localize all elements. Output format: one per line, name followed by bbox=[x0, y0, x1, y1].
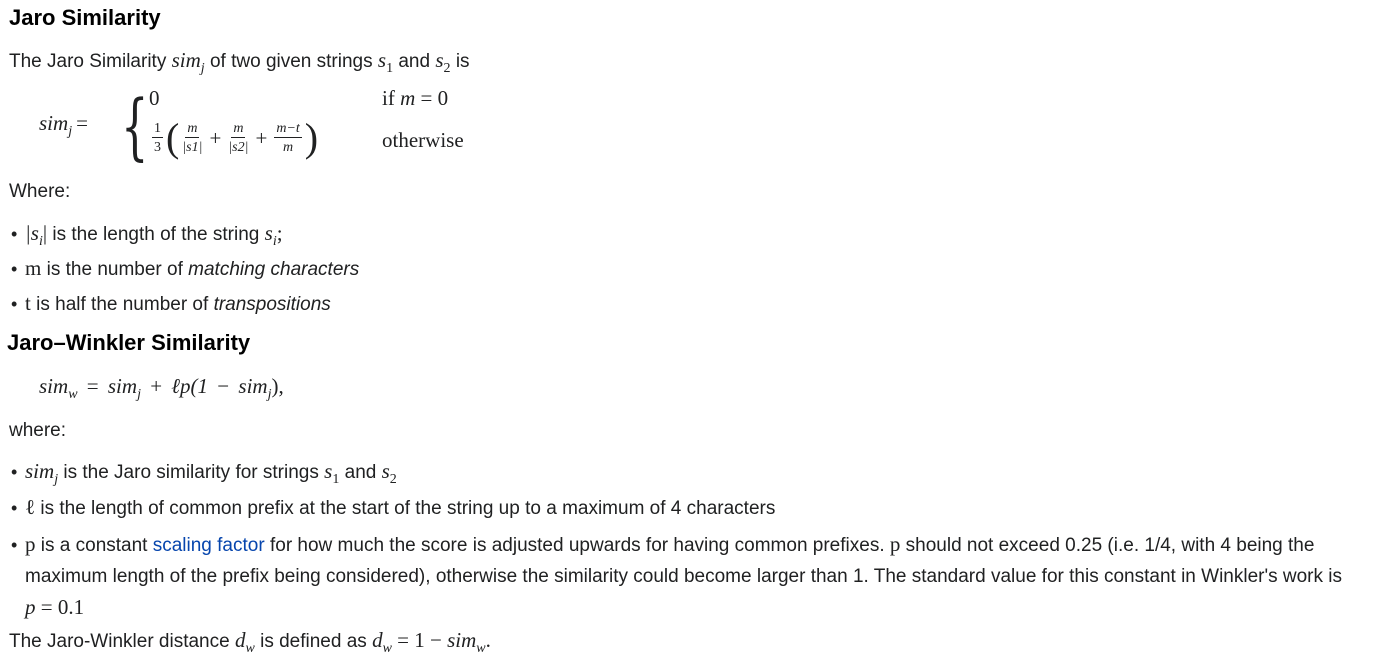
bullet-icon: • bbox=[11, 259, 18, 279]
jaro-formula bbox=[39, 86, 519, 174]
list-item: • sim$_j$ is the Jaro similarity for strings $s_1$ and $s_2$ bbox=[11, 459, 397, 487]
jaro-definitions-list bbox=[9, 221, 359, 317]
jaro-where-label: Where: bbox=[9, 181, 71, 202]
fraction-third: $\frac{1}{3}$ bbox=[154, 121, 161, 155]
case-two-condition: otherwise bbox=[382, 128, 464, 152]
distance-definition: The Jaro-Winkler distance $d_w$ is defined as $d_w = 1 - sim_w$. bbox=[9, 628, 491, 656]
bullet-icon: • bbox=[11, 498, 18, 518]
fraction-m-s2: $\frac{m}{|s2|}$ bbox=[228, 121, 249, 155]
jaro-winkler-formula: sim$_w$ = sim$_j$ + ℓp(1 − sim$_j$), bbox=[39, 374, 284, 402]
jaro-intro: The Jaro Similarity sim$_j$ of two given strings $s_1$ and $s_2$ is bbox=[9, 48, 470, 76]
standard-value-formula: p = 0.1 bbox=[25, 595, 85, 619]
list-item: • p is a constant scaling factor for how much the score is adjusted upwards for having common prefixes. p should not exceed 0.25 (i.e. 1/4, with 4 being the maximum length of the prefix being considered), otherwise the similarity could become larger than 1. The standard value for this constant in Winkler's work is p = 0.1 bbox=[11, 532, 1343, 619]
winkler-where-label: where: bbox=[9, 420, 67, 441]
fraction-m-minus-t: $\frac{m-t}{m}$ bbox=[276, 121, 300, 155]
left-brace: { bbox=[121, 84, 149, 168]
section-heading-jaro: Jaro Similarity bbox=[9, 5, 161, 30]
distance-formula: $d_w = 1 - sim_w$. bbox=[372, 628, 491, 656]
list-item: • t is half the number of transpositions bbox=[11, 291, 331, 315]
list-item: • ℓ is the length of common prefix at the start of the string up to a maximum of 4 characters bbox=[11, 495, 776, 519]
bullet-icon: • bbox=[11, 462, 18, 482]
case-two-expression: $\frac{1}{3}$ ( $\frac{m}{|s1|}$ + $\frac{m}{|s2|}$ + $\frac{m-t}{m}$ ) bbox=[154, 115, 319, 160]
case-one-value: 0 bbox=[149, 86, 160, 110]
list-item: • $|s_i|$ is the length of the string $s_i$; bbox=[11, 221, 283, 249]
case-one-condition: if m = 0 bbox=[382, 86, 449, 110]
formula-lhs: sim$_j$ = bbox=[39, 111, 88, 139]
bullet-icon: • bbox=[11, 224, 18, 244]
bullet-icon: • bbox=[11, 535, 18, 555]
list-item: • m is the number of matching characters bbox=[11, 256, 360, 280]
math-sim-j: sim$_j$ bbox=[171, 48, 205, 76]
math-s1: $s_1$ bbox=[377, 48, 394, 76]
winkler-definitions-list bbox=[9, 459, 1394, 624]
bullet-icon: • bbox=[11, 294, 18, 314]
math-s2: $s_2$ bbox=[435, 48, 451, 76]
scaling-factor-link[interactable]: scaling factor bbox=[152, 535, 265, 556]
section-heading-jaro-winkler: Jaro–Winkler Similarity bbox=[7, 330, 251, 355]
fraction-m-s1: $\frac{m}{|s1|}$ bbox=[182, 121, 203, 155]
